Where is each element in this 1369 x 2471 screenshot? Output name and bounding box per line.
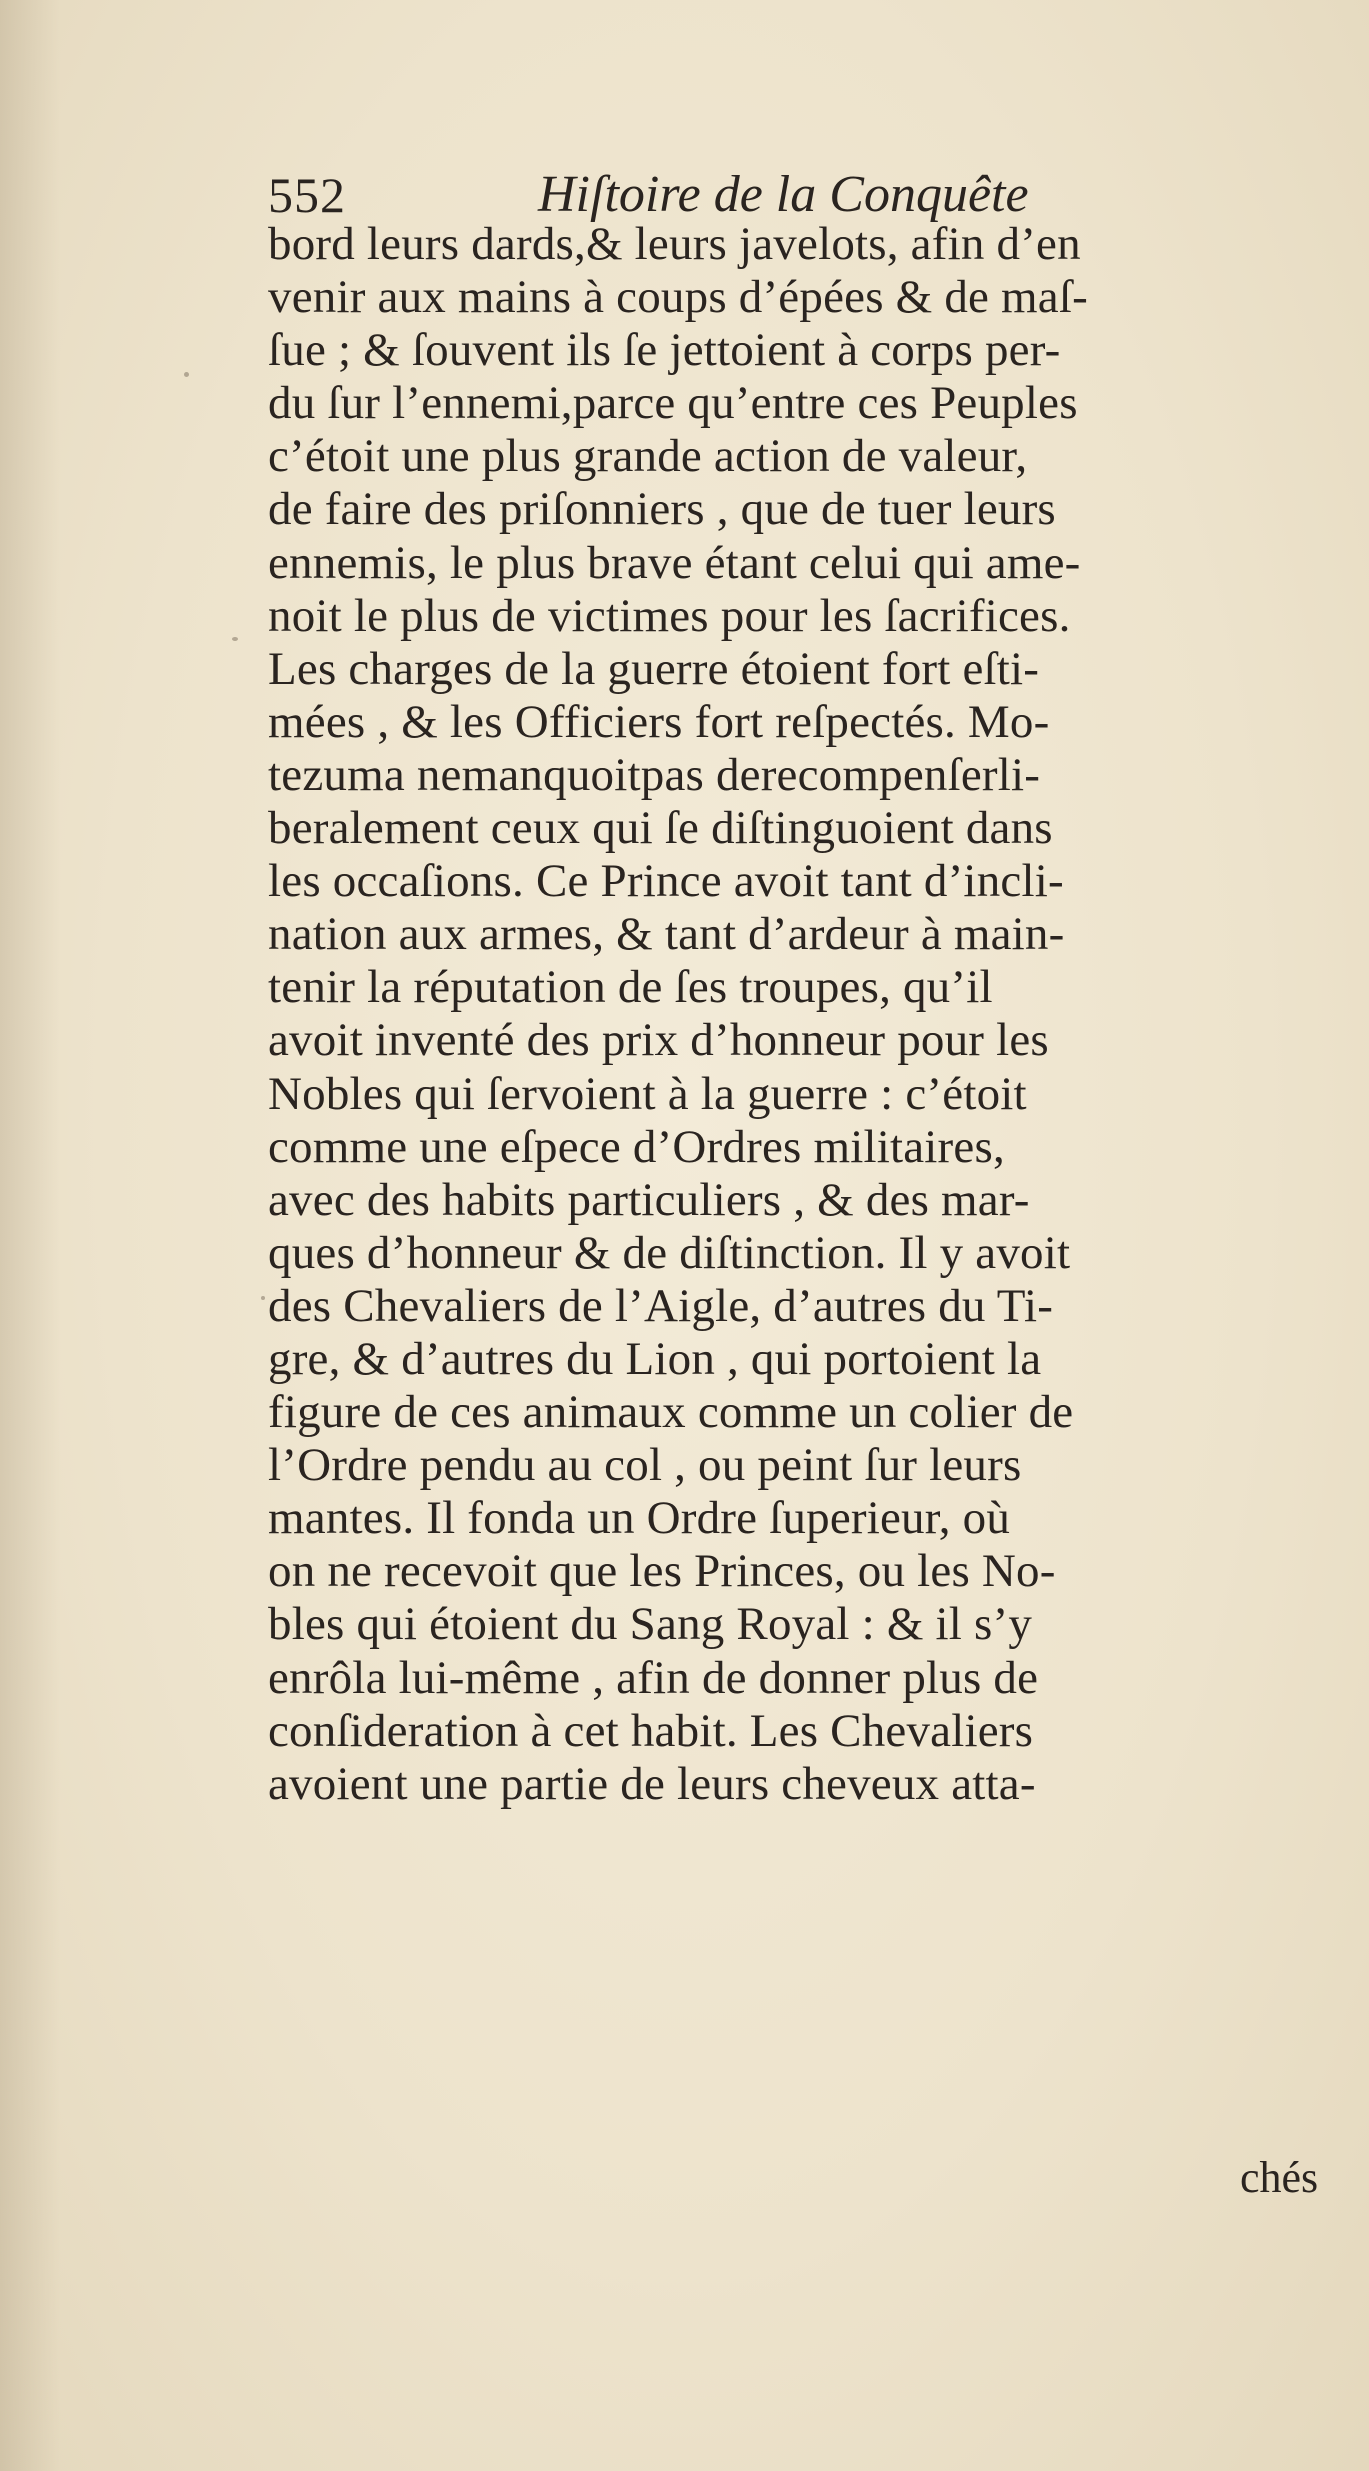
- text-line: avec des habits particuliers , & des mar-: [268, 1173, 1030, 1226]
- text-line: avoient une partie de leurs cheveux atta-: [268, 1757, 1036, 1810]
- text-line: les occaſions. Ce Prince avoit tant d’incli-: [268, 855, 1064, 908]
- paper-speck: [261, 1296, 265, 1300]
- text-line: des Chevaliers de l’Aigle, d’autres du Ti-: [268, 1279, 1054, 1332]
- text-line: ennemis, le plus brave étant celui qui ame-: [268, 536, 1081, 589]
- text-line: bles qui étoient du Sang Royal : & il s’y: [268, 1598, 1033, 1651]
- text-line: mées , & les Officiers fort reſpectés. Mo-: [268, 695, 1050, 748]
- paper-speck: [184, 372, 189, 377]
- catchword: chés: [1240, 2153, 1319, 2202]
- text-line: avoit inventé des prix d’honneur pour les: [268, 1014, 1049, 1067]
- text-line: beralement ceux qui ſe diſtinguoient dans: [268, 802, 1053, 855]
- text-line: c’étoit une plus grande action de valeur,: [268, 430, 1028, 483]
- text-line: ſue ; & ſouvent ils ſe jettoient à corps per-: [268, 324, 1061, 377]
- paper-speck: [232, 637, 238, 641]
- text-line: enrôla lui-même , afin de donner plus de: [268, 1651, 1039, 1704]
- text-line: ques d’honneur & de diſtinction. Il y avoit: [268, 1226, 1071, 1279]
- text-line: l’Ordre pendu au col , ou peint ſur leurs: [268, 1439, 1022, 1492]
- page-number: 552: [268, 167, 346, 223]
- text-line: tenir la réputation de ſes troupes, qu’il: [268, 961, 993, 1014]
- text-line: venir aux mains à coups d’épées & de maſ-: [268, 271, 1088, 324]
- text-line: de faire des priſonniers , que de tuer leurs: [268, 483, 1056, 536]
- text-line: gre, & d’autres du Lion , qui portoient la: [268, 1332, 1042, 1385]
- page-gutter-shadow: [0, 0, 60, 2471]
- text-line: Les charges de la guerre étoient fort eſti-: [268, 642, 1040, 695]
- text-line: on ne recevoit que les Princes, ou les No-: [268, 1545, 1056, 1598]
- text-line: mantes. Il fonda un Ordre ſuperieur, où: [268, 1492, 1011, 1545]
- text-line: tezuma nemanquoitpas derecompenſerli-: [268, 748, 1041, 801]
- text-line: nation aux armes, & tant d’ardeur à main-: [268, 908, 1065, 961]
- text-line: noit le plus de victimes pour les ſacrifices.: [268, 589, 1071, 642]
- text-line: conſideration à cet habit. Les Chevaliers: [268, 1704, 1034, 1757]
- body-text: [268, 218, 1338, 1811]
- text-line: Nobles qui ſervoient à la guerre : c’étoit: [268, 1067, 1027, 1120]
- text-line: comme une eſpece d’Ordres militaires,: [268, 1120, 1005, 1173]
- text-line: du ſur l’ennemi,parce qu’entre ces Peuples: [268, 377, 1078, 430]
- text-line: bord leurs dards,& leurs javelots, afin d’en: [268, 218, 1081, 270]
- text-line: figure de ces animaux comme un colier de: [268, 1386, 1074, 1439]
- running-title: Hiſtoire de la Conquête: [538, 166, 1029, 223]
